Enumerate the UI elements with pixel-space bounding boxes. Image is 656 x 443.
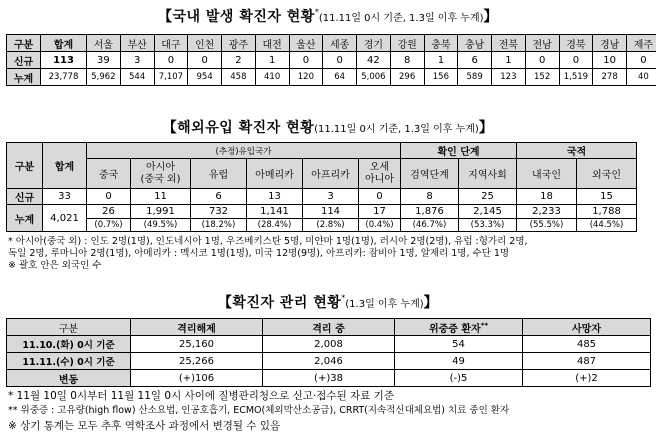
overseas-title-end: 】 (478, 120, 494, 136)
overseas-group-nation: 국적 (517, 143, 637, 159)
domestic-header-cell: 인천 (188, 35, 222, 52)
domestic-cell: 152 (525, 69, 559, 86)
overseas-cell: 1,788 (577, 205, 637, 219)
overseas-cell: 13 (247, 189, 303, 205)
domestic-row-label: 누계 (7, 69, 41, 86)
domestic-cell: 10 (593, 52, 627, 69)
overseas-cell: 6 (191, 189, 247, 205)
overseas-pct-cell: (46.7%) (401, 219, 459, 232)
domestic-header-cell: 경남 (593, 35, 627, 52)
overseas-note: 독일 2명, 루마니아 2명(1명), 아메리카 : 멕시코 1명(1명), 미국 12명(9명), 아프리카: 잠비아 1명, 알제리 1명, 수단 1명 (8, 248, 510, 259)
domestic-header-cell: 전남 (525, 35, 559, 52)
domestic-cell: 156 (424, 69, 458, 86)
overseas-sub-header: 유럽 (191, 159, 247, 189)
management-title-main: 【확진자 관리 현황 (217, 295, 342, 311)
overseas-table (6, 142, 637, 232)
overseas-cell: 0 (359, 189, 401, 205)
domestic-cell: 64 (323, 69, 357, 86)
overseas-pct-cell: (49.5%) (131, 219, 191, 232)
overseas-group-row (7, 143, 637, 159)
management-row-label: 11.11.(수) 0시 기준 (7, 353, 131, 370)
overseas-sub-header: 지역사회 (459, 159, 517, 189)
overseas-row-label: 신규 (7, 189, 43, 205)
overseas-cell: 15 (577, 189, 637, 205)
management-note: * 11월 10일 0시부터 11월 11일 0시 사이에 질병관리청으로 신고·접수된 자료 기준 (8, 390, 394, 402)
overseas-cell: 732 (191, 205, 247, 219)
management-row (7, 370, 651, 387)
management-header-cell: 격리해제 (131, 319, 263, 336)
domestic-cell: 113 (41, 52, 87, 69)
domestic-cell: 278 (593, 69, 627, 86)
overseas-cell: 17 (359, 205, 401, 219)
domestic-header-cell: 강원 (390, 35, 424, 52)
domestic-title-main: 【국내 발생 확진자 현황 (157, 9, 315, 25)
domestic-cell: 0 (154, 52, 188, 69)
domestic-header-cell: 합계 (41, 35, 87, 52)
overseas-group-check: 확인 단계 (401, 143, 517, 159)
domestic-header-cell: 충남 (458, 35, 492, 52)
domestic-header-cell: 경기 (357, 35, 391, 52)
domestic-cell: 120 (289, 69, 323, 86)
overseas-sub-header: 오세 아니아 (359, 159, 401, 189)
domestic-cell: 954 (188, 69, 222, 86)
domestic-cell: 1 (492, 52, 526, 69)
domestic-cell: 0 (627, 52, 656, 69)
overseas-cum-row (7, 205, 637, 219)
overseas-col-total: 합계 (43, 143, 87, 189)
domestic-cell: 0 (559, 52, 593, 69)
management-cell: 25,160 (131, 336, 263, 353)
management-title-mark: * (341, 293, 346, 303)
overseas-sub-header: 검역단계 (401, 159, 459, 189)
domestic-header-cell: 대전 (255, 35, 289, 52)
overseas-pct-cell: (55.5%) (517, 219, 577, 232)
domestic-cell: 5,006 (357, 69, 391, 86)
domestic-cell: 0 (289, 52, 323, 69)
overseas-new-row (7, 189, 637, 205)
overseas-group-country: (추정)유입국가 (87, 143, 401, 159)
domestic-header-cell: 구분 (7, 35, 41, 52)
domestic-row-label: 신규 (7, 52, 41, 69)
domestic-header-row (7, 35, 656, 52)
overseas-cell: 1,141 (247, 205, 303, 219)
domestic-cell: 458 (222, 69, 256, 86)
management-title-end: 】 (423, 295, 439, 311)
domestic-cell: 123 (492, 69, 526, 86)
overseas-pct-cell: (28.4%) (247, 219, 303, 232)
management-note: ※ 상기 통계는 모두 추후 역학조사 과정에서 변경될 수 있음 (8, 420, 281, 432)
domestic-cell: 2 (222, 52, 256, 69)
domestic-title (0, 6, 656, 26)
management-cell: 49 (395, 353, 523, 370)
domestic-header-cell: 서울 (87, 35, 121, 52)
overseas-cell: 2,145 (459, 205, 517, 219)
domestic-header-cell: 제주 (627, 35, 656, 52)
overseas-sub-header: 아시아 (중국 외) (131, 159, 191, 189)
overseas-title-main: 【해외유입 확진자 현황 (162, 120, 315, 136)
management-title-sub: (1.3일 이후 누계) (345, 299, 424, 310)
overseas-sub-header: 중국 (87, 159, 131, 189)
domestic-header-cell: 세종 (323, 35, 357, 52)
overseas-pct-cell: (0.7%) (87, 219, 131, 232)
overseas-pct-cell: (44.5%) (577, 219, 637, 232)
domestic-header-cell: 울산 (289, 35, 323, 52)
domestic-cell: 296 (390, 69, 424, 86)
management-cell: (+)106 (131, 370, 263, 387)
domestic-header-cell: 부산 (120, 35, 154, 52)
overseas-cell: 4,021 (43, 205, 87, 232)
management-header-critical: 위중증 환자 (428, 323, 481, 335)
management-cell: 2,046 (263, 353, 395, 370)
overseas-sub-header: 아메리카 (247, 159, 303, 189)
management-cell: (+)2 (523, 370, 651, 387)
overseas-sub-header: 내국인 (517, 159, 577, 189)
overseas-note: * 아시아(중국 외) : 인도 2명(1명), 인도네시아 1명, 우즈베키스탄 5명, 미얀마 1명(1명), 러시아 2명(2명), 유럽 :헝가리 2명, (8, 236, 528, 247)
domestic-cell: 42 (357, 52, 391, 69)
domestic-cell: 8 (390, 52, 424, 69)
overseas-cell: 18 (517, 189, 577, 205)
domestic-cell: 1 (424, 52, 458, 69)
management-header-row (7, 319, 651, 336)
overseas-pct-cell: (18.2%) (191, 219, 247, 232)
domestic-cell: 40 (627, 69, 656, 86)
management-header-cell: 구분 (7, 319, 131, 336)
management-header-cell: 격리 중 (263, 319, 395, 336)
overseas-cell: 0 (87, 189, 131, 205)
domestic-header-cell: 광주 (222, 35, 256, 52)
overseas-note: ※ 괄호 안은 외국인 수 (8, 260, 102, 271)
management-cell: (-)5 (395, 370, 523, 387)
domestic-cell: 0 (188, 52, 222, 69)
domestic-title-mark: * (314, 7, 319, 17)
domestic-title-sub: (11.11일 0시 기준, 1.3일 이후 누계) (318, 13, 484, 24)
domestic-new-row (7, 52, 656, 69)
domestic-header-cell: 충북 (424, 35, 458, 52)
domestic-cell: 1,519 (559, 69, 593, 86)
domestic-header-cell: 대구 (154, 35, 188, 52)
management-cell: 54 (395, 336, 523, 353)
overseas-title (0, 117, 656, 137)
domestic-cell: 0 (525, 52, 559, 69)
domestic-cell: 544 (120, 69, 154, 86)
domestic-cell: 6 (458, 52, 492, 69)
domestic-cell: 0 (323, 52, 357, 69)
management-header-mark: ** (480, 321, 489, 330)
overseas-cell: 11 (131, 189, 191, 205)
management-header-cell: 사망자 (523, 319, 651, 336)
management-note: ** 위중증 : 고유량(high flow) 산소요법, 인공호흡기, ECMO(체외막산소공급), CRRT(지속적신대체요법) 치료 중인 환자 (8, 405, 510, 416)
overseas-cell: 2,233 (517, 205, 577, 219)
management-cell: 25,266 (131, 353, 263, 370)
overseas-pct-cell: (0.4%) (359, 219, 401, 232)
management-row-label: 변동 (7, 370, 131, 387)
overseas-pct-row (7, 219, 637, 232)
overseas-row-label: 누계 (7, 205, 43, 232)
overseas-col-group: 구분 (7, 143, 43, 189)
overseas-sub-header: 아프리카 (303, 159, 359, 189)
overseas-sub-header-row (7, 159, 637, 189)
management-title (0, 292, 656, 312)
overseas-cell: 114 (303, 205, 359, 219)
domestic-cell: 410 (255, 69, 289, 86)
management-table (6, 318, 651, 387)
overseas-cell: 1,991 (131, 205, 191, 219)
overseas-cell: 1,876 (401, 205, 459, 219)
overseas-cell: 3 (303, 189, 359, 205)
domestic-header-cell: 경북 (559, 35, 593, 52)
overseas-cell: 25 (459, 189, 517, 205)
domestic-table (6, 34, 656, 86)
overseas-pct-cell: (53.3%) (459, 219, 517, 232)
domestic-cum-row (7, 69, 656, 86)
management-row (7, 353, 651, 370)
management-cell: (+)38 (263, 370, 395, 387)
domestic-cell: 589 (458, 69, 492, 86)
domestic-cell: 7,107 (154, 69, 188, 86)
domestic-title-end: 】 (483, 9, 499, 25)
domestic-cell: 1 (255, 52, 289, 69)
domestic-cell: 3 (120, 52, 154, 69)
management-header-cell (395, 319, 523, 336)
management-cell: 485 (523, 336, 651, 353)
management-row (7, 336, 651, 353)
overseas-cell: 8 (401, 189, 459, 205)
domestic-cell: 5,962 (87, 69, 121, 86)
management-cell: 487 (523, 353, 651, 370)
overseas-title-sub: (11.11일 0시 기준, 1.3일 이후 누계) (314, 124, 479, 135)
overseas-pct-cell: (2.8%) (303, 219, 359, 232)
overseas-cell: 33 (43, 189, 87, 205)
management-cell: 2,008 (263, 336, 395, 353)
overseas-sub-header: 외국인 (577, 159, 637, 189)
overseas-cell: 26 (87, 205, 131, 219)
domestic-cell: 23,778 (41, 69, 87, 86)
management-row-label: 11.10.(화) 0시 기준 (7, 336, 131, 353)
domestic-header-cell: 전북 (492, 35, 526, 52)
domestic-cell: 39 (87, 52, 121, 69)
